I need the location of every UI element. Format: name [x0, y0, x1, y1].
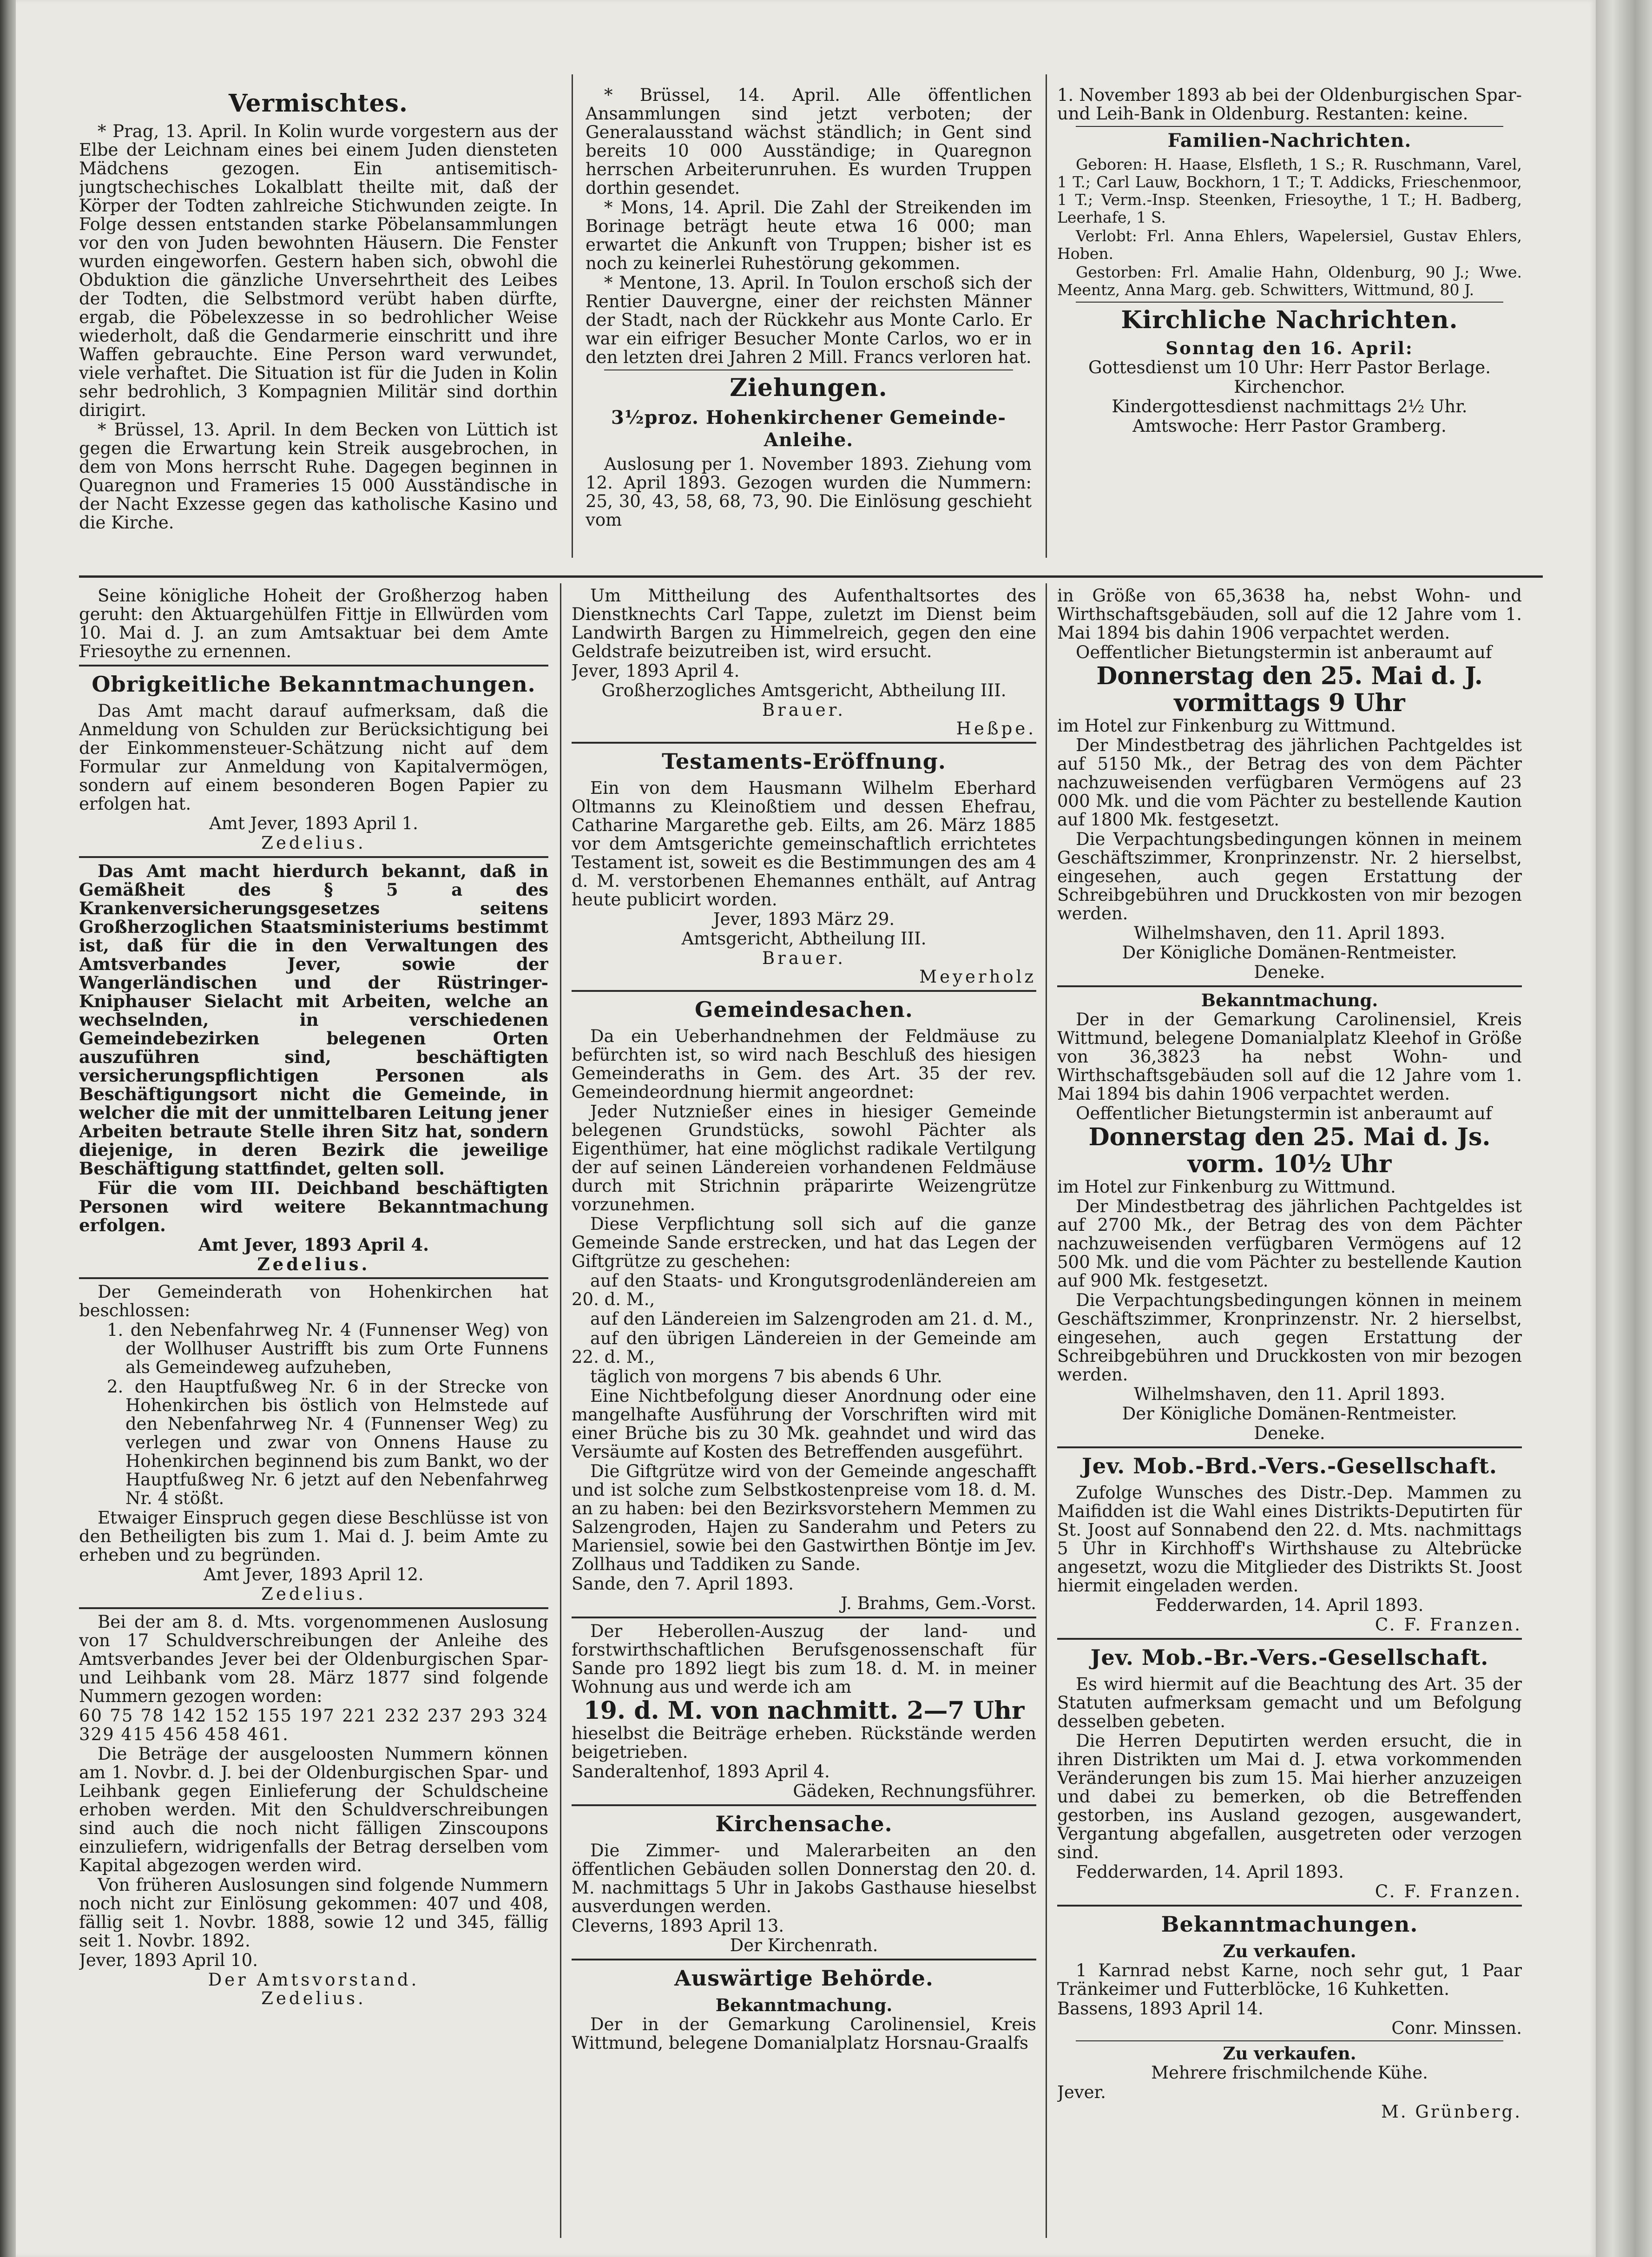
divider — [1057, 1905, 1522, 1907]
signature: Der Amtsvorstand. — [208, 1970, 420, 1990]
article: * Prag, 13. April. In Kolin wurde vorgestern aus der Elbe der Leichnam eines bei einem Juden diensteten Mädchens gezogen. Ein antisemitisch-jungtschechisches Lokalblatt theilte mit, daß der Körper der Todten zahlreiche Stichwunden zeigte. In Folge dessen entstanden starke Pöbelansammlungen vor den von Juden bewohnten Häusern. Die Fenster wurden eingeworfen. Gestern haben sich, obwohl die Obduktion die gänzliche Unversehrtheit des Leibes der Todten, die Selbstmord verübt haben dürfte, ergab, die Pöbelexzesse in so bedrohlicher Weise wiederholt, daß die Gendarmerie einschritt und ihre Waffen gebrauchte. Eine Person ward verwundet, viele verhaftet. Die Situation ist für die Juden in Kolin sehr bedrohlich, 3 Kompagnien Militär sind dorthin dirigirt. — [79, 121, 558, 420]
signature: Der Kirchenrath. — [730, 1935, 878, 1955]
signature: Deneke. — [1254, 1423, 1325, 1443]
date-line: Bassens, 1893 April 14. — [1057, 1999, 1264, 2019]
divider — [79, 1277, 548, 1279]
announcement: auf den Ländereien im Salzengroden am 21. d. M., — [590, 1309, 1033, 1329]
authority: Großherzogliches Amtsgericht, Abtheilung III. — [601, 680, 1007, 700]
signature: Heßpe. — [956, 719, 1036, 739]
signature: Brauer. — [762, 948, 846, 968]
divider — [572, 990, 1036, 992]
subsection-title: 3½proz. Hohenkirchener Gemeinde-Anleihe. — [611, 407, 1006, 451]
column-divider — [1046, 583, 1047, 2238]
date-line: Jever, 1893 März 29. — [713, 909, 895, 929]
divider — [79, 665, 548, 667]
divider — [79, 856, 548, 858]
date-line: Amt Jever, 1893 April 1. — [209, 813, 418, 833]
section-title: Testaments-Eröffnung. — [662, 749, 946, 774]
section-title: Kirchliche Nachrichten. — [1121, 306, 1458, 334]
church-date: Sonntag den 16. April: — [1165, 338, 1414, 358]
highlight-line: 19. d. M. von nachmitt. 2—7 Uhr — [583, 1696, 1025, 1725]
divider — [1057, 1446, 1522, 1448]
announcement: Oeffentlicher Bietungstermin ist anberaumt auf — [1076, 1103, 1492, 1123]
announcement: Von früheren Auslosungen sind folgende Nummern noch nicht zur Einlösung gekommen: 407 und 408, fällig seit 1. Novbr. 1888, sowie 12 und 345, fällig seit 1. Novbr. 1892. — [79, 1875, 548, 1951]
top-middle-column — [586, 86, 1032, 572]
divider — [572, 1617, 1036, 1618]
highlight-line: Donnerstag den 25. Mai d. Js. — [1088, 1123, 1491, 1151]
announcement: Der Mindestbetrag des jährlichen Pachtgeldes ist auf 5150 Mk., der Betrag des von dem Pächter nachzuweisenden verfügbaren Vermögens auf 23 000 Mk. und die vom Pächter zu bestellende Kaution auf 1800 Mk. festgesetzt. — [1057, 735, 1522, 830]
announcement: auf den übrigen Ländereien in der Gemeinde am 22. d. M., — [572, 1328, 1036, 1367]
signature: Zedelius. — [257, 1254, 370, 1274]
announcement: Die Verpachtungsbedingungen können in meinem Geschäftszimmer, Kronprinzenstr. Nr. 2 hierselbst, eingesehen, auch gegen Erstattung der Schreibgebühren und Druckkosten von mir bezogen werden. — [1057, 829, 1522, 924]
signature: Conr. Minssen. — [1391, 2018, 1522, 2038]
announcement: Diese Verpflichtung soll sich auf die ganze Gemeinde Sande erstrecken, und hat das Legen der Giftgrütze zu geschehen: — [572, 1214, 1036, 1271]
signature: M. Grünberg. — [1381, 2102, 1522, 2122]
announcement: Die Giftgrütze wird von der Gemeinde angeschafft und ist solche zum Selbstkostenpreise vom 18. d. M. an zu haben: bei den Bezirksvorstehern Memmen zu Salzengroden, Hajen zu Sanderahm und Peters zu Mariensiel, sowie bei den Gastwirthen Böntje im Jev. Zollhaus und Taddiken zu Sande. — [572, 1461, 1036, 1574]
announcement: Um Mittheilung des Aufenthaltsortes des Dienstknechts Carl Tappe, zuletzt im Dienst beim Landwirth Bargen zu Himmelreich, gegen den eine Geldstrafe beizutreiben ist, wird ersucht. — [572, 587, 1036, 661]
announcement: Ein von dem Hausmann Wilhelm Eberhard Oltmanns zu Kleinoßtiem und dessen Ehefrau, Catharine Margarethe geb. Eilts, am 26. März 1885 vor dem Amtsgerichte gemeinschaftlich errichtetes Testament ist, soweit es die Bestimmungen des am 4 d. M. verstorbenen Ehemannes enthält, auf Antrag heute publicirt worden. — [572, 778, 1036, 910]
divider — [1076, 126, 1503, 127]
signature: J. Brahms, Gem.-Vorst. — [841, 1593, 1036, 1613]
article: 1. November 1893 ab bei der Oldenburgischen Spar- und Leih-Bank in Oldenburg. Restanten: keine. — [1057, 86, 1522, 124]
church-notice: Gottesdienst um 10 Uhr: Herr Pastor Berlage. — [1088, 357, 1491, 377]
date-line: Sanderaltenhof, 1893 April 4. — [572, 1762, 830, 1782]
announcement: Die Herren Deputirten werden ersucht, die in ihren Distrikten um Mai d. J. etwa vorkommenden Veränderungen bis zum 15. Mai hierher anzuzeigen und dabei zu bemerken, ob die Betreffenden gestorben, ins Ausland gezogen, ausgewandert, Vergantung abgefallen, ausgetreten oder verzogen sind. — [1057, 1731, 1522, 1862]
signature: Brauer. — [762, 700, 846, 720]
divider — [572, 1804, 1036, 1806]
announcement: Der in der Gemarkung Carolinensiel, Kreis Wittmund, belegene Domanialplatz Kleehof in Größe von 36,3823 ha nebst Wohn- und Wirthschaftsgebäuden soll auf die 12 Jahre vom 1. Mai 1894 bis dahin 1906 verpachtet werden. — [1057, 1010, 1522, 1104]
section-title: Auswärtige Behörde. — [674, 1966, 934, 1991]
article: * Brüssel, 14. April. Alle öffentlichen Ansammlungen sind jetzt verboten; der Generalausstand wächst ständlich; in Gent sind bereits 10 000 Ausständige; in Quaregnon herrschen Arbeiterunruhen. Es wurden Truppen dorthin gesendet. — [586, 86, 1032, 198]
column-divider — [560, 583, 561, 2238]
divider — [1057, 1638, 1522, 1640]
article: * Mons, 14. April. Die Zahl der Streikenden im Borinage beträgt heute etwa 16 000; man erwartet die Ankunft von Truppen; bisher ist es noch zu keinerlei Ruhestörung gekommen. — [586, 198, 1032, 273]
highlight-line: vorm. 10½ Uhr — [1187, 1150, 1392, 1178]
date-line: Fedderwarden, 14. April 1893. — [1076, 1862, 1344, 1882]
family-notice: Gestorben: Frl. Amalie Hahn, Oldenburg, 90 J.; Wwe. Meentz, Anna Marg. geb. Schwitters, Wittmund, 80 J. — [1057, 263, 1522, 299]
announcement: Der Mindestbetrag des jährlichen Pachtgeldes ist auf 2700 Mk., der Betrag des von dem Pächter nachzuweisenden verfügbaren Vermögens auf 12 500 Mk. und die vom Pächter zu bestellende Kaution auf 900 Mk. festgesetzt. — [1057, 1196, 1522, 1291]
signature: Zedelius. — [261, 1988, 366, 2008]
section-rule — [79, 575, 1543, 578]
section-title: Jev. Mob.-Br.-Vers.-Gesellschaft. — [1090, 1645, 1489, 1670]
date-line: Jever. — [1057, 2082, 1106, 2102]
signature: Gädeken, Rechnungsführer. — [793, 1781, 1036, 1801]
announcement: Das Amt macht hierdurch bekannt, daß in Gemäßheit des § 5 a des Krankenversicherungsgesetzes seitens Großherzoglichen Staatsministeriums bestimmt ist, daß für die in den Verwaltungen des Amtsverbandes Jever, sowie der Wangerländischen und der Rüstringer-Kniphauser Sielacht mit Arbeiten, welche an wechselnden, in verschiedenen Gemeindebezirken belegenen Orten auszuführen sind, beschäftigten versicherungspflichtigen Personen als Beschäftigungsort nicht die Gemeinde, in welcher die mit der unmittelbaren Leitung jener Arbeiten betraute Stelle ihren Sitz hat, sondern diejenige, in deren Bezirk die jeweilige Beschäftigung stattfindet, gelten soll. — [79, 861, 548, 1179]
article: * Mentone, 13. April. In Toulon erschoß sich der Rentier Dauvergne, einer der reichsten Männer der Stadt, nach der Rückkehr aus Monte Carlo. Er war ein eifriger Besucher Monte Carlos, wo er in den letzten drei Jahren 2 Mill. Francs verloren hat. — [586, 273, 1032, 367]
announcement: Für die vom III. Deichband beschäftigten Personen wird weitere Bekanntmachung erfolgen. — [79, 1178, 548, 1235]
date-line: Wilhelmshaven, den 11. April 1893. — [1134, 923, 1445, 943]
authority: Der Königliche Domänen-Rentmeister. — [1122, 1404, 1457, 1424]
subsection-title: Zu verkaufen. — [1223, 1941, 1356, 1961]
announcement: täglich von morgens 7 bis abends 6 Uhr. — [590, 1366, 942, 1386]
announcement: Mehrere frischmilchende Kühe. — [1151, 2063, 1428, 2083]
highlight-line: vormittags 9 Uhr — [1174, 689, 1405, 717]
divider — [1076, 302, 1503, 303]
date-line: Jever, 1893 April 10. — [79, 1950, 258, 1970]
date-line: Cleverns, 1893 April 13. — [572, 1916, 784, 1936]
list-item: 2. den Hauptfußweg Nr. 6 in der Strecke von Hohenkirchen bis östlich von Helmstede auf den Nebenfahrweg Nr. 4 (Funnenser Weg) zu verlegen und zwar von Onnens Hause zu Hohenkirchen beginnend bis zum Bankt, wo der Hauptfußweg Nr. 6 jetzt auf den Nebenfahrweg Nr. 4 stößt. — [107, 1377, 548, 1508]
signature: Deneke. — [1254, 962, 1325, 982]
section-title: Obrigkeitliche Bekanntmachungen. — [92, 672, 536, 697]
section-title: Familien-Nachrichten. — [1167, 130, 1412, 152]
section-title: Gemeindesachen. — [695, 997, 913, 1022]
announcement: Der in der Gemarkung Carolinensiel, Kreis Wittmund, belegene Domanialplatz Horsnau-Graalfs — [572, 2014, 1036, 2053]
number-list: 60 75 78 142 152 155 197 221 232 237 293 324 329 415 456 458 461. — [79, 1706, 548, 1744]
family-notice: Geboren: H. Haase, Elsfleth, 1 S.; R. Ruschmann, Varel, 1 T.; Carl Lauw, Bockhorn, 1 T.; T. Addicks, Frieschenmoor, 1 T.; Verm.-Insp. Steenken, Friesoythe, 1 T.; H. Badberg, Leerhafe, 1 S. — [1057, 155, 1522, 226]
announcement: Da ein Ueberhandnehmen der Feldmäuse zu befürchten ist, so wird nach Beschluß des hiesigen Gemeinderaths in Gem. des Art. 35 der rev. Gemeindeordnung hiermit angeordnet: — [572, 1026, 1036, 1102]
signature: Meyerholz — [919, 967, 1036, 987]
family-notice: Verlobt: Frl. Anna Ehlers, Wapelersiel, Gustav Ehlers, Hoben. — [1057, 227, 1522, 263]
date-line: Amt Jever, 1893 April 12. — [204, 1564, 424, 1584]
section-title: Jev. Mob.-Brd.-Vers.-Gesellschaft. — [1082, 1453, 1497, 1478]
date-line: Jever, 1893 April 4. — [572, 661, 740, 681]
divider — [1076, 2040, 1503, 2041]
signature: C. F. Franzen. — [1375, 1615, 1522, 1635]
announcement: Das Amt macht darauf aufmerksam, daß die Anmeldung von Schulden zur Berücksichtigung bei der Einkommensteuer-Schätzung nicht auf dem Formular zur Anmeldung von Kapitalvermögen, sondern auf einem besonderen Bogen Papier zu erfolgen hat. — [79, 701, 548, 814]
highlight-line: Donnerstag den 25. Mai d. J. — [1096, 662, 1483, 690]
announcement: Es wird hiermit auf die Beachtung des Art. 35 der Statuten aufmerksam gemacht und um Befolgung desselben gebeten. — [1057, 1674, 1522, 1731]
divider — [572, 742, 1036, 744]
announcement: Seine königliche Hoheit der Großherzog haben geruht: den Aktuargehülfen Fittje in Ellwürden vom 10. Mai d. J. an zum Amtsaktuar bei dem Amte Friesoythe zu ernennen. — [79, 587, 548, 661]
section-title: Bekanntmachungen. — [1161, 1912, 1418, 1937]
announcement: Etwaiger Einspruch gegen diese Beschlüsse ist von den Betheiligten bis zum 1. Mai d. J. beim Amte zu erheben und zu begründen. — [79, 1508, 548, 1565]
announcement: in Größe von 65,3638 ha, nebst Wohn- und Wirthschaftsgebäuden, soll auf die 12 Jahre vom 1. Mai 1894 bis dahin 1906 verpachtet werden. — [1057, 587, 1522, 643]
page-edge — [1596, 0, 1652, 2257]
column-divider — [572, 74, 573, 558]
date-line: Wilhelmshaven, den 11. April 1893. — [1134, 1384, 1445, 1404]
announcement: Eine Nichtbefolgung dieser Anordnung oder eine mangelhafte Ausführung der Vorschriften wird mit einer Brüche bis zu 30 Mk. geahndet und wird das Versäumte auf Kosten des Betreffenden ausgeführt. — [572, 1386, 1036, 1462]
announcement: Zufolge Wunsches des Distr.-Dep. Mammen zu Maifidden ist die Wahl eines Distrikts-Deputirten für St. Joost auf Sonnabend den 22. d. Mts. nachmittags 5 Uhr in Kirchhoff's Wirthshause zu Altebrücke angesetzt, wozu die Mitglieder des Distrikts St. Joost hiermit eingeladen werden. — [1057, 1483, 1522, 1596]
signature: Zedelius. — [261, 1584, 366, 1604]
date-line: Sande, den 7. April 1893. — [572, 1574, 794, 1594]
book-spine — [0, 0, 16, 2257]
article: Auslosung per 1. November 1893. Ziehung vom 12. April 1893. Gezogen wurden die Nummern: 25, 30, 43, 58, 68, 73, 90. Die Einlösung geschieht vom — [586, 454, 1032, 530]
top-left-column — [79, 86, 558, 572]
section-title: Kirchensache. — [715, 1811, 893, 1836]
church-notice: Amtswoche: Herr Pastor Gramberg. — [1132, 416, 1447, 436]
announcement: Bei der am 8. d. Mts. vorgenommenen Auslosung von 17 Schuldverschreibungen der Anleihe des Amtsverbandes Jever bei der Oldenburgischen Spar- und Leihbank vom 28. März 1877 sind folgende Nummern gezogen worden: — [79, 1612, 548, 1706]
announcement: Die Zimmer- und Malerarbeiten an den öffentlichen Gebäuden sollen Donnerstag den 20. d. M. nachmittags 5 Uhr in Jakobs Gasthause hieselbst ausverdungen werden. — [572, 1841, 1036, 1916]
date-line: Fedderwarden, 14. April 1893. — [1155, 1595, 1424, 1615]
announcement: Jeder Nutznießer eines in hiesiger Gemeinde belegenen Grundstücks, sowohl Pächter als Eigenthümer, hat eine möglichst radikale Vertilgung der auf seinen Ländereien vorhandenen Feldmäuse durch mit Strichnin präparirte Weizengrütze vorzunehmen. — [572, 1102, 1036, 1214]
announcement: Der Gemeinderath von Hohenkirchen hat beschlossen: — [79, 1282, 548, 1320]
article: * Brüssel, 13. April. In dem Becken von Lüttich ist gegen die Erwartung kein Streik ausgebrochen, in dem von Mons herrscht Ruhe. Dagegen beginnen in Quaregnon und Frameries 15 000 Ausständische in der Nacht Exzesse gegen das katholische Kasino und die Kirche. — [79, 420, 558, 533]
top-right-column — [1057, 86, 1522, 572]
announcement: 1 Karnrad nebst Karne, noch sehr gut, 1 Paar Tränkeimer und Futterblöcke, 16 Kuhketten. — [1057, 1960, 1522, 1999]
divider — [1057, 985, 1522, 987]
announcement: im Hotel zur Finkenburg zu Wittmund. — [1057, 716, 1396, 736]
announcement: im Hotel zur Finkenburg zu Wittmund. — [1057, 1177, 1396, 1197]
column-3 — [1057, 587, 1522, 2241]
announcement: Die Beträge der ausgeloosten Nummern können am 1. Novbr. d. J. bei der Oldenburgischen Spar- und Leihbank gegen Einlieferung der Schuldscheine erhoben werden. Mit den Schuldverschreibungen sind auch die noch nicht fälligen Zinscoupons einzuliefern, widrigenfalls der Betrag derselben vom Kapital abgezogen werden wird. — [79, 1744, 548, 1875]
announcement: hieselbst die Beiträge erheben. Rückstände werden beigetrieben. — [572, 1723, 1036, 1762]
divider — [572, 1959, 1036, 1960]
church-notice: Kindergottesdienst nachmittags 2½ Uhr. — [1112, 396, 1468, 416]
subsection-title: Bekanntmachung. — [1201, 990, 1378, 1010]
section-title: Ziehungen. — [730, 374, 888, 402]
announcement: auf den Staats- und Krongutsgrodenländereien am 20. d. M., — [572, 1271, 1036, 1309]
announcement: Oeffentlicher Bietungstermin ist anberaumt auf — [1076, 642, 1492, 662]
authority: Der Königliche Domänen-Rentmeister. — [1122, 943, 1457, 963]
date-line: Amt Jever, 1893 April 4. — [198, 1234, 429, 1255]
column-2 — [572, 587, 1036, 2241]
signature: C. F. Franzen. — [1375, 1881, 1522, 1901]
list-item: 1. den Nebenfahrweg Nr. 4 (Funnenser Weg) von der Wollhuser Austrifft bis zum Orte Funnens als Gemeindeweg aufzuheben, — [107, 1320, 548, 1377]
divider — [79, 1607, 548, 1609]
subsection-title: Zu verkaufen. — [1223, 2043, 1356, 2064]
church-notice: Kirchenchor. — [1234, 377, 1345, 397]
column-divider — [1046, 74, 1047, 558]
column-1 — [79, 587, 548, 2241]
authority: Amtsgericht, Abtheilung III. — [681, 929, 927, 949]
subsection-title: Bekanntmachung. — [715, 1995, 893, 2015]
section-title: Vermischtes. — [228, 89, 408, 118]
signature: Zedelius. — [261, 833, 366, 853]
announcement: Die Verpachtungsbedingungen können in meinem Geschäftszimmer, Kronprinzenstr. Nr. 2 hierselbst, eingesehen, auch gegen Erstattung der Schreibgebühren und Druckkosten von mir bezogen werden. — [1057, 1290, 1522, 1385]
announcement: Der Heberollen-Auszug der land- und forstwirthschaftlichen Berufsgenossenschaft für Sande pro 1892 liegt bis zum 18. d. M. in meiner Wohnung aus und werde ich am — [572, 1621, 1036, 1697]
